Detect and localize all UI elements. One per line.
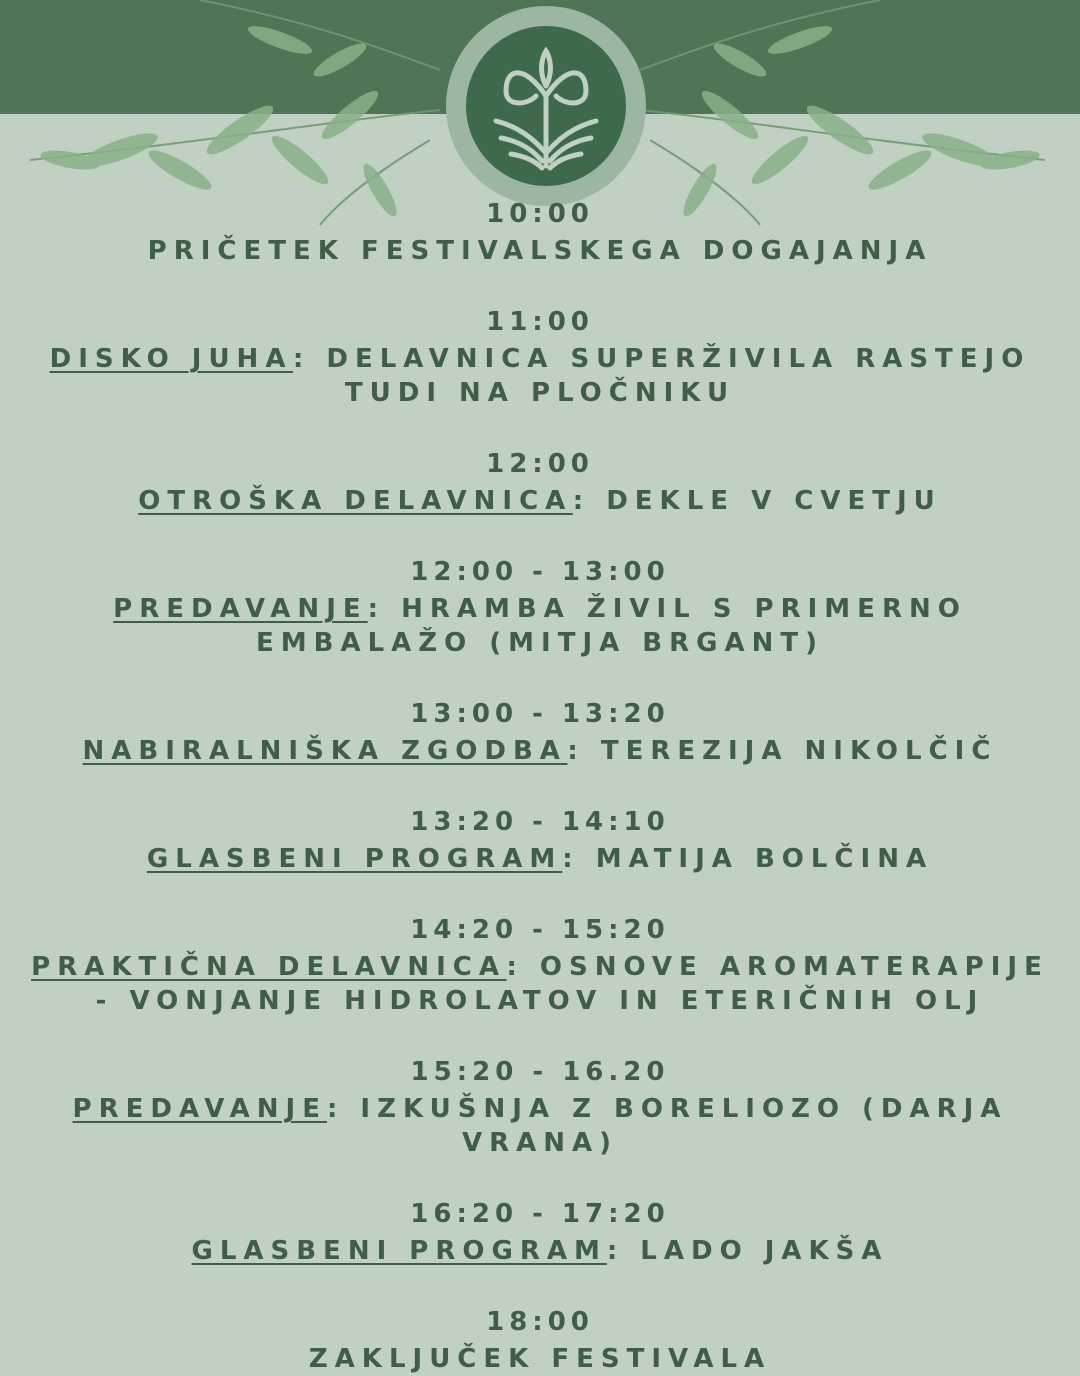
- event-title: : DEKLE V CVETJU: [572, 486, 942, 516]
- event-spacer: [0, 876, 1080, 910]
- event-description: [0, 1234, 1080, 1268]
- event-description: [0, 734, 1080, 768]
- event-title: : IZKUŠNJA Z BORELIOZO (DARJA VRANA): [326, 1094, 1008, 1158]
- event-category: NABIRALNIŠKA ZGODBA: [82, 736, 568, 766]
- event-title: ZAKLJUČEK FESTIVALA: [308, 1344, 772, 1374]
- event-time: 14:20 - 15:20: [410, 915, 670, 945]
- schedule: [0, 194, 1080, 1376]
- event-time: 12:00: [486, 449, 594, 479]
- event-spacer: [0, 518, 1080, 552]
- schedule-item: [0, 1302, 1080, 1376]
- event-title: : MATIJA BOLČINA: [562, 844, 934, 874]
- event-title: : OSNOVE AROMATERAPIJE - VONJANJE HIDROLATOV IN ETERIČNIH OLJ: [95, 952, 1049, 1016]
- event-title: : HRAMBA ŽIVIL S PRIMERNO EMBALAŽO (MITJA BRGANT): [256, 594, 967, 658]
- event-spacer: [0, 268, 1080, 302]
- schedule-item: [0, 302, 1080, 410]
- schedule-item: [0, 552, 1080, 660]
- event-category: PREDAVANJE: [72, 1094, 327, 1124]
- event-time: 11:00: [486, 307, 594, 337]
- event-time: 13:20 - 14:10: [410, 807, 670, 837]
- schedule-item: [0, 1052, 1080, 1160]
- event-description: [0, 950, 1080, 1018]
- event-category: GLASBENI PROGRAM: [191, 1236, 607, 1266]
- event-title: : TEREZIJA NIKOLČIČ: [567, 736, 998, 766]
- schedule-item: [0, 802, 1080, 876]
- event-spacer: [0, 768, 1080, 802]
- event-time: 15:20 - 16.20: [410, 1057, 670, 1087]
- event-time: 12:00 - 13:00: [410, 557, 670, 587]
- event-category: GLASBENI PROGRAM: [146, 844, 563, 874]
- event-title: : DELAVNICA SUPERŽIVILA RASTEJO TUDI NA PLOČNIKU: [292, 344, 1031, 408]
- event-category: DISKO JUHA: [49, 344, 293, 374]
- event-description: [0, 342, 1080, 410]
- event-spacer: [0, 1018, 1080, 1052]
- schedule-item: [0, 1194, 1080, 1268]
- logo: [446, 6, 646, 206]
- schedule-item: [0, 444, 1080, 518]
- event-title: PRIČETEK FESTIVALSKEGA DOGAJANJA: [147, 236, 933, 266]
- leaf-emblem-icon: [466, 26, 626, 186]
- event-spacer: [0, 1268, 1080, 1302]
- schedule-item: [0, 194, 1080, 268]
- event-time: 16:20 - 17:20: [410, 1199, 670, 1229]
- event-category: PRAKTIČNA DELAVNICA: [31, 952, 507, 982]
- event-description: [0, 234, 1080, 268]
- event-category: OTROŠKA DELAVNICA: [138, 486, 573, 516]
- event-description: [0, 842, 1080, 876]
- event-time: 10:00: [486, 199, 594, 229]
- event-description: [0, 484, 1080, 518]
- event-time: 18:00: [486, 1307, 594, 1337]
- event-category: PREDAVANJE: [113, 594, 368, 624]
- event-spacer: [0, 1160, 1080, 1194]
- schedule-item: [0, 694, 1080, 768]
- logo-inner: [466, 26, 626, 186]
- event-spacer: [0, 410, 1080, 444]
- event-description: [0, 592, 1080, 660]
- schedule-item: [0, 910, 1080, 1018]
- event-description: [0, 1342, 1080, 1376]
- event-spacer: [0, 660, 1080, 694]
- event-time: 13:00 - 13:20: [410, 699, 670, 729]
- event-title: : LADO JAKŠA: [606, 1236, 889, 1266]
- event-description: [0, 1092, 1080, 1160]
